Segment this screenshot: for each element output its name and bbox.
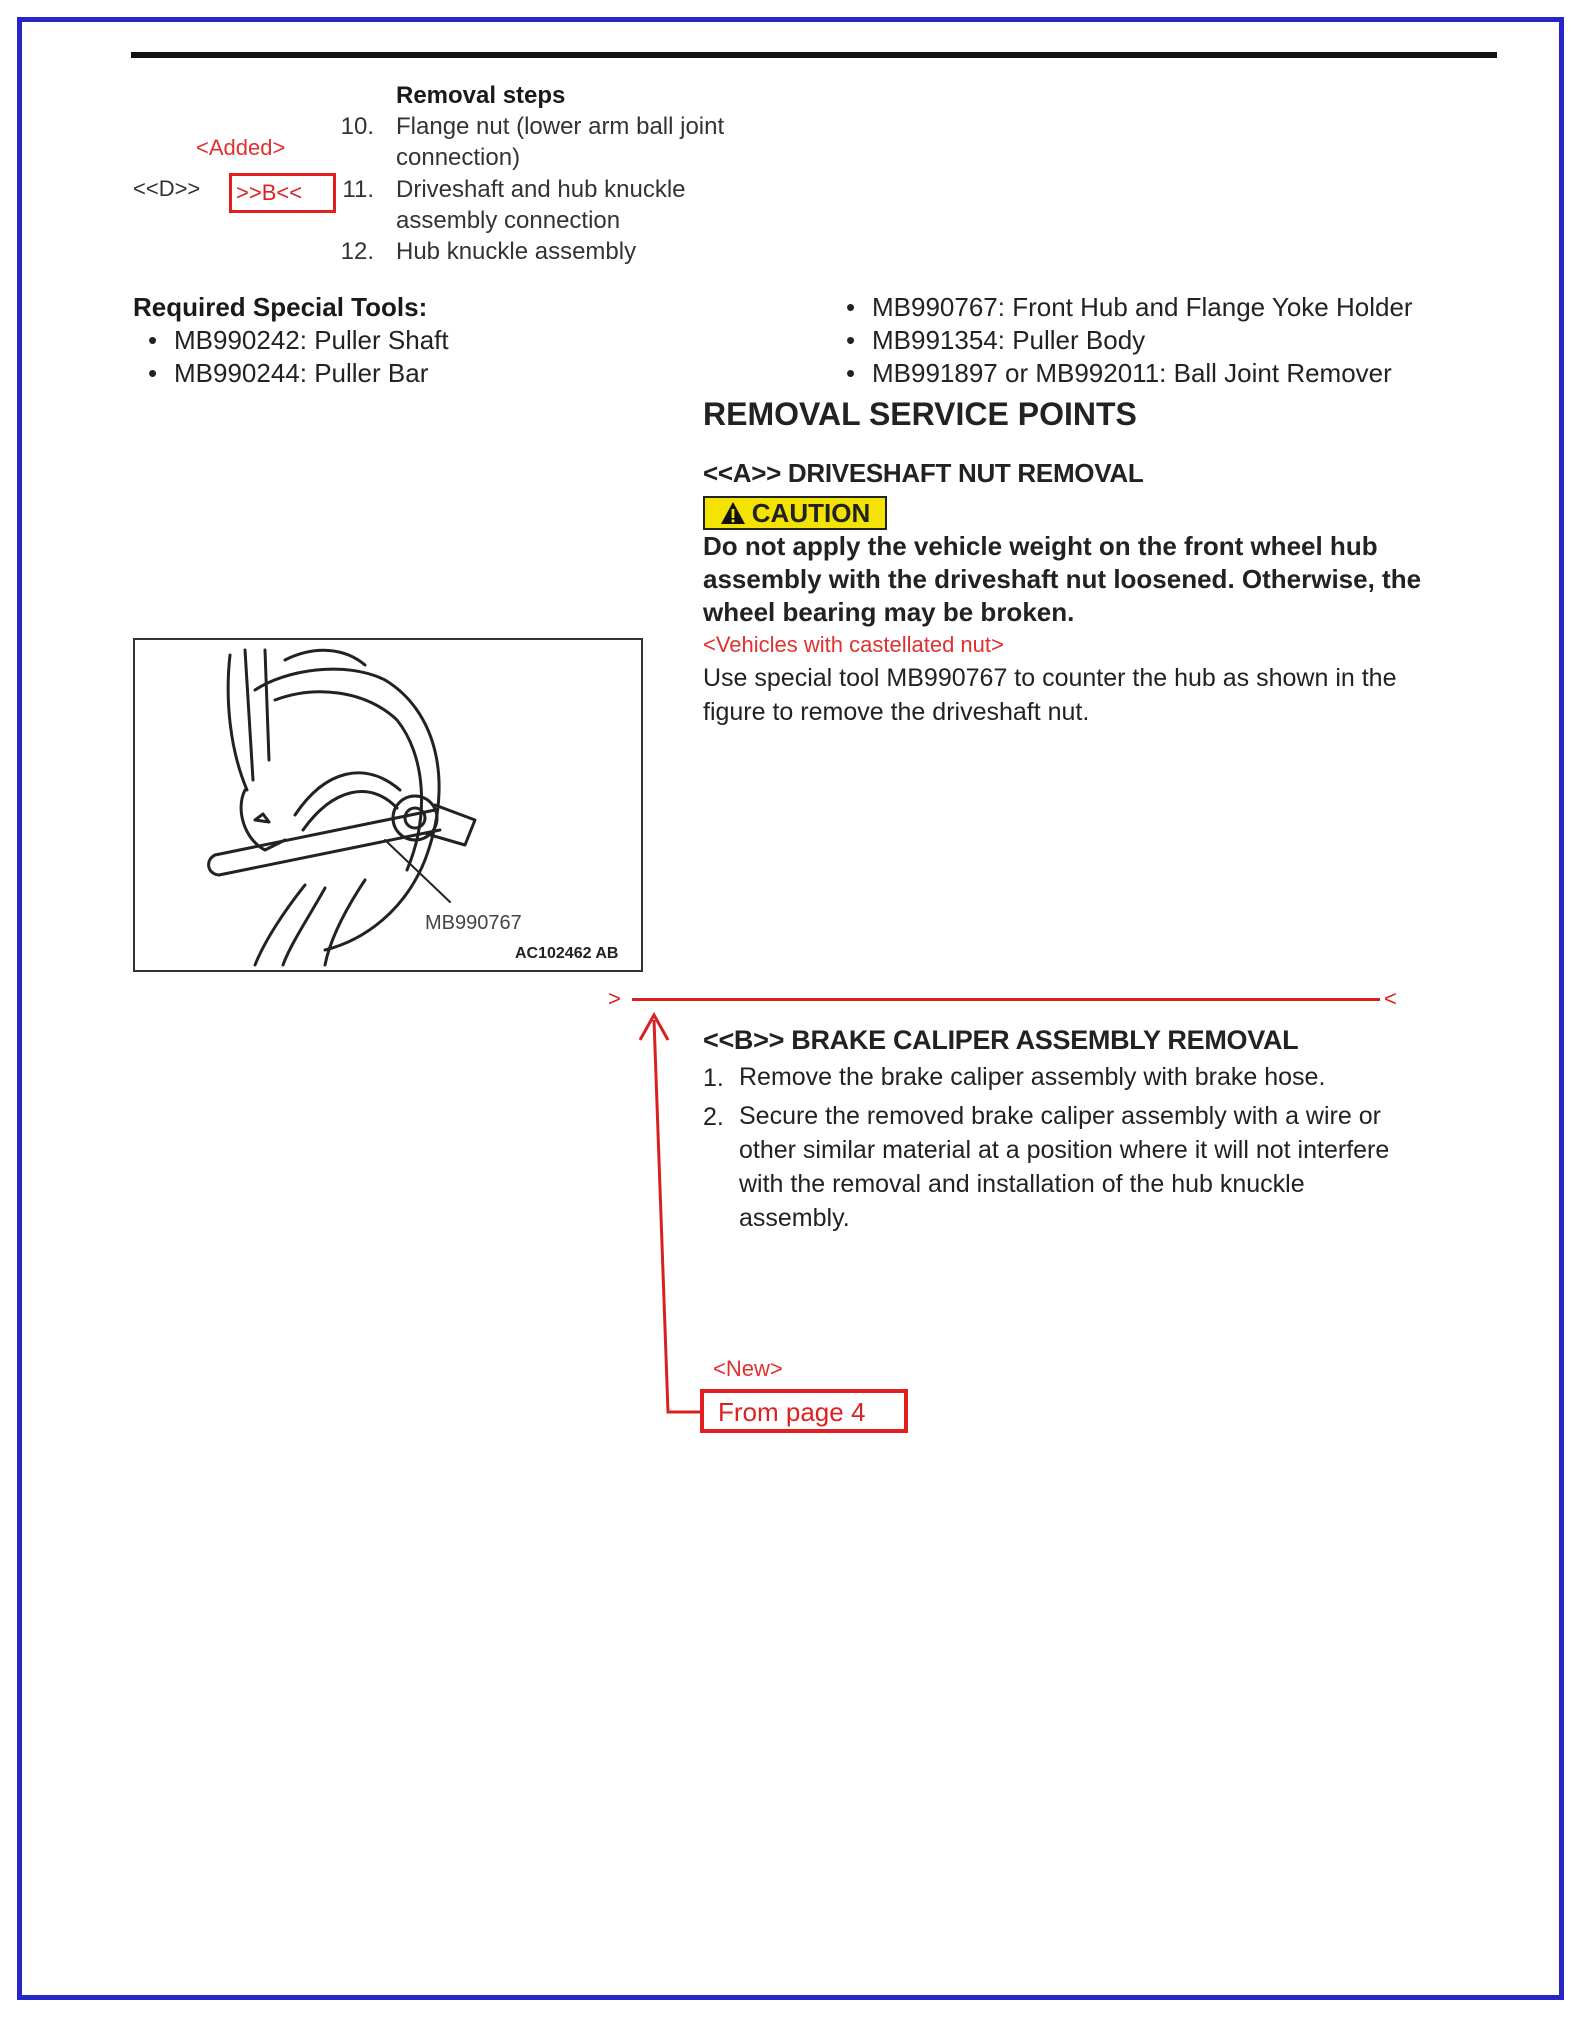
list-line: Remove the brake caliper assembly with brake hose. (739, 1063, 1326, 1091)
step-line: Flange nut (lower arm ball joint (396, 113, 725, 140)
list-number: 2. (703, 1103, 724, 1131)
step-number: 12. (340, 238, 374, 265)
tool-callout-label: MB990767 (425, 912, 522, 934)
step-line: Driveshaft and hub knuckle (396, 176, 686, 203)
caution-label: CAUTION (751, 497, 871, 528)
change-marker-left: > (608, 986, 621, 1011)
special-tools-title: Required Special Tools: (133, 292, 428, 322)
body-line: Use special tool MB990767 to counter the hub as shown in the (703, 664, 1397, 692)
d-reference-label: <<D>> (133, 176, 201, 201)
step-line: Hub knuckle assembly (396, 238, 637, 265)
removal-steps-title: Removal steps (396, 82, 566, 109)
tool-item: • MB990767: Front Hub and Flange Yoke Holder (846, 292, 1413, 323)
section-b-title: <<B>> BRAKE CALIPER ASSEMBLY REMOVAL (703, 1025, 1299, 1055)
service-points-title: REMOVAL SERVICE POINTS (703, 396, 1137, 432)
list-line: Secure the removed brake caliper assembly with a wire or (739, 1102, 1381, 1130)
new-annotation: <New> (713, 1356, 783, 1381)
tool-item: • MB991354: Puller Body (846, 325, 1145, 356)
tool-item: • MB990242: Puller Shaft (148, 325, 449, 356)
body-line: figure to remove the driveshaft nut. (703, 698, 1090, 726)
caution-line: assembly with the driveshaft nut loosened. Otherwise, the (703, 564, 1422, 594)
from-page-box: From page 4 (700, 1389, 908, 1433)
list-line: assembly. (739, 1204, 850, 1232)
step-line: assembly connection (396, 207, 621, 234)
list-line: with the removal and installation of the hub knuckle (739, 1170, 1305, 1198)
step-line: connection) (396, 144, 521, 171)
step-number: 11. (342, 176, 374, 203)
b-reference-box: >>B<< (229, 173, 336, 213)
tool-item: • MB990244: Puller Bar (148, 358, 428, 389)
change-marker-right: < (1384, 986, 1397, 1011)
list-number: 1. (703, 1064, 724, 1092)
list-line: other similar material at a position where it will not interfere (739, 1136, 1390, 1164)
figure-code: AC102462 AB (515, 945, 619, 962)
caution-line: wheel bearing may be broken. (703, 597, 1075, 627)
section-a-title: <<A>> DRIVESHAFT NUT REMOVAL (703, 458, 1144, 488)
step-number: 10. (340, 113, 374, 140)
castellated-nut-note: <Vehicles with castellated nut> (703, 632, 1004, 657)
added-annotation: <Added> (196, 135, 286, 160)
caution-line: Do not apply the vehicle weight on the front wheel hub (703, 531, 1378, 561)
tool-item: • MB991897 or MB992011: Ball Joint Remover (846, 358, 1392, 389)
